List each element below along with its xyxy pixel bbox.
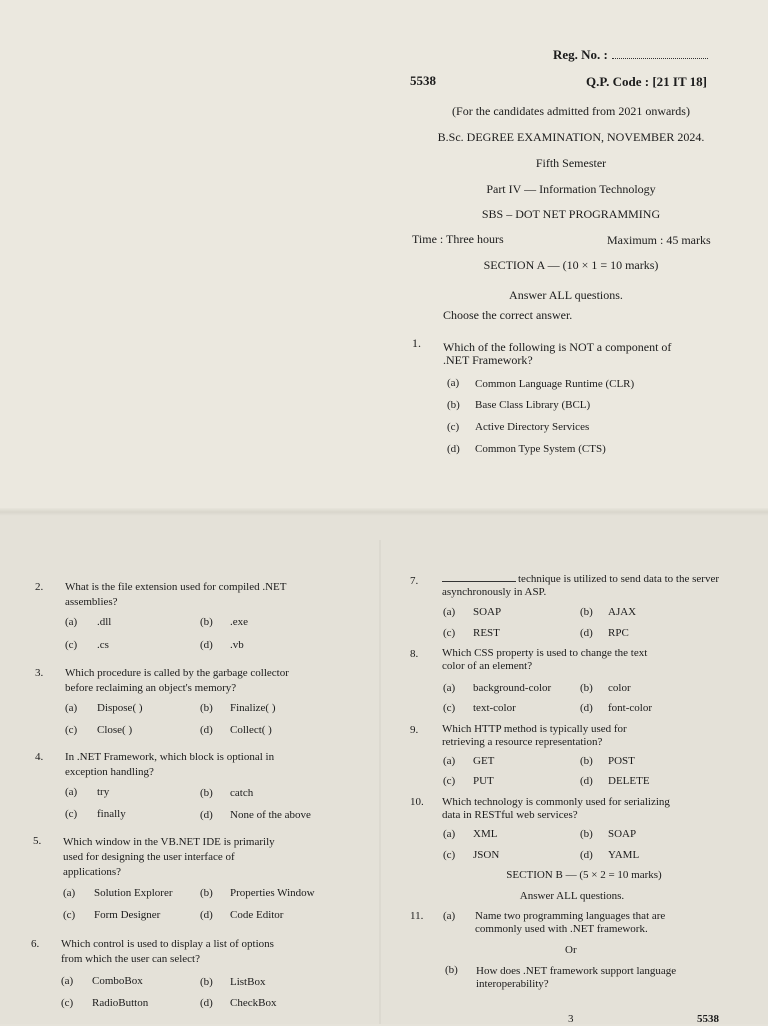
q2-option-d-label: (d) xyxy=(200,639,213,651)
q5-option-a: Solution Explorer xyxy=(94,887,173,899)
q4-option-d: None of the above xyxy=(230,809,311,821)
q3-option-c-label: (c) xyxy=(65,724,78,736)
q2-option-c-label: (c) xyxy=(65,639,78,651)
section-a-instruction: Answer ALL questions. xyxy=(509,288,623,302)
time-allowed: Time : Three hours xyxy=(412,232,504,246)
q7-text-line2: asynchronously in ASP. xyxy=(442,586,547,598)
q8-option-d-label: (d) xyxy=(580,702,593,714)
q1-option-c: Active Directory Services xyxy=(475,421,590,433)
q3-text-line1: Which procedure is called by the garbage collector xyxy=(65,667,289,679)
q5-text-line2: used for designing the user interface of xyxy=(63,851,235,863)
column-fold xyxy=(379,540,381,1024)
q7-option-a: SOAP xyxy=(473,606,502,618)
q10-option-a-label: (a) xyxy=(443,828,456,840)
footer-paper-number: 5538 xyxy=(697,1013,719,1025)
q4-option-a: try xyxy=(97,786,110,798)
q10-option-c: JSON xyxy=(473,849,500,861)
q9-option-a: GET xyxy=(473,755,495,767)
q1-option-b: Base Class Library (BCL) xyxy=(475,399,591,411)
q2-text-line1: What is the file extension used for compiled .NET xyxy=(65,581,287,593)
reg-no-blank xyxy=(612,58,708,59)
q1-option-d-label: (d) xyxy=(447,443,460,455)
q5-option-c: Form Designer xyxy=(94,909,161,921)
q9-option-d: DELETE xyxy=(608,775,650,787)
q3-option-b-label: (b) xyxy=(200,702,213,714)
q8-text-line1: Which CSS property is used to change the text xyxy=(442,647,648,659)
q6-option-a: ComboBox xyxy=(92,975,143,987)
q1-option-d: Common Type System (CTS) xyxy=(475,443,606,455)
q4-text-line2: exception handling? xyxy=(65,766,154,778)
q8-option-c-label: (c) xyxy=(443,702,456,714)
qp-code: Q.P. Code : [21 IT 18] xyxy=(586,74,707,89)
q6-option-c: RadioButton xyxy=(92,997,149,1009)
q1-text-line1: Which of the following is NOT a component of xyxy=(443,340,672,354)
q8-option-b: color xyxy=(608,682,631,694)
q7-number: 7. xyxy=(410,575,419,587)
q2-number: 2. xyxy=(35,581,44,593)
q10-text-line1: Which technology is commonly used for serializing xyxy=(442,796,670,808)
q5-text-line3: applications? xyxy=(63,866,122,878)
q10-option-a: XML xyxy=(473,828,498,840)
exam-name: B.Sc. DEGREE EXAMINATION, NOVEMBER 2024. xyxy=(437,130,705,144)
q10-option-d: YAML xyxy=(608,849,640,861)
q7-option-d: RPC xyxy=(608,627,629,639)
subject: SBS – DOT NET PROGRAMMING xyxy=(481,207,661,221)
q5-option-c-label: (c) xyxy=(63,909,76,921)
semester: Fifth Semester xyxy=(535,156,607,170)
reg-no: Reg. No. : xyxy=(553,48,708,62)
q8-number: 8. xyxy=(410,648,419,660)
q4-text-line1: In .NET Framework, which block is optional in xyxy=(65,751,275,763)
q11-number: 11. xyxy=(410,910,424,922)
q2-option-d: .vb xyxy=(230,639,244,651)
page-number: 3 xyxy=(568,1013,574,1025)
q2-option-b: .exe xyxy=(230,616,249,628)
q8-option-c: text-color xyxy=(473,702,516,714)
section-a-heading: SECTION A — (10 × 1 = 10 marks) xyxy=(483,258,659,272)
q4-option-c-label: (c) xyxy=(65,808,78,820)
section-b-instruction: Answer ALL questions. xyxy=(519,890,625,902)
q10-text-line2: data in RESTful web services? xyxy=(442,809,578,821)
q7-blank xyxy=(442,581,516,582)
q11-b-label: (b) xyxy=(445,964,458,976)
q4-option-a-label: (a) xyxy=(65,786,78,798)
q5-number: 5. xyxy=(33,835,42,847)
q3-option-d-label: (d) xyxy=(200,724,213,736)
q5-option-b-label: (b) xyxy=(200,887,213,899)
q3-option-d: Collect( ) xyxy=(230,724,272,736)
q1-number: 1. xyxy=(412,336,421,350)
q2-option-a-label: (a) xyxy=(65,616,78,628)
q11-a-line1: Name two programming languages that are xyxy=(475,910,666,922)
section-a-choose: Choose the correct answer. xyxy=(443,308,573,322)
q4-option-b: catch xyxy=(230,787,254,799)
q10-option-b-label: (b) xyxy=(580,828,593,840)
q11-a-label: (a) xyxy=(443,910,456,922)
q8-option-a: background-color xyxy=(473,682,552,694)
q10-option-c-label: (c) xyxy=(443,849,456,861)
q1-option-a: Common Language Runtime (CLR) xyxy=(475,378,635,390)
q4-option-c: finally xyxy=(97,808,126,820)
part: Part IV — Information Technology xyxy=(486,182,656,196)
q3-option-b: Finalize( ) xyxy=(230,702,276,714)
q10-number: 10. xyxy=(410,796,424,808)
q3-option-a-label: (a) xyxy=(65,702,78,714)
q1-option-a-label: (a) xyxy=(447,377,460,389)
q4-option-d-label: (d) xyxy=(200,809,213,821)
q8-text-line2: color of an element? xyxy=(442,660,533,672)
q9-option-a-label: (a) xyxy=(443,755,456,767)
q2-option-c: .cs xyxy=(97,639,109,651)
q5-option-b: Properties Window xyxy=(230,887,315,899)
q9-text-line2: retrieving a resource representation? xyxy=(442,736,603,748)
q1-option-c-label: (c) xyxy=(447,421,460,433)
q11-b-line2: interoperability? xyxy=(476,978,549,990)
q8-option-d: font-color xyxy=(608,702,652,714)
candidates-note: (For the candidates admitted from 2021 onwards) xyxy=(452,104,690,118)
page-fold xyxy=(0,508,768,516)
q6-text-line1: Which control is used to display a list of options xyxy=(61,938,274,950)
q9-option-b: POST xyxy=(608,755,635,767)
q7-option-b: AJAX xyxy=(608,606,637,618)
section-b-heading: SECTION B — (5 × 2 = 10 marks) xyxy=(506,869,662,881)
q1-text-line2: .NET Framework? xyxy=(443,353,533,367)
q9-text-line1: Which HTTP method is typically used for xyxy=(442,723,627,735)
q2-option-b-label: (b) xyxy=(200,616,213,628)
q11-or: Or xyxy=(565,944,577,956)
q6-option-d-label: (d) xyxy=(200,997,213,1009)
q7-option-b-label: (b) xyxy=(580,606,593,618)
q9-number: 9. xyxy=(410,724,419,736)
q7-option-a-label: (a) xyxy=(443,606,456,618)
q7-option-c-label: (c) xyxy=(443,627,456,639)
q6-number: 6. xyxy=(31,938,40,950)
q5-option-d-label: (d) xyxy=(200,909,213,921)
q7-option-c: REST xyxy=(473,627,500,639)
q2-option-a: .dll xyxy=(97,616,112,628)
q6-option-d: CheckBox xyxy=(230,997,277,1009)
q6-option-b: ListBox xyxy=(230,976,266,988)
q3-option-c: Close( ) xyxy=(97,724,133,736)
q11-b-line1: How does .NET framework support language xyxy=(476,965,677,977)
q3-number: 3. xyxy=(35,667,44,679)
q4-option-b-label: (b) xyxy=(200,787,213,799)
q9-option-b-label: (b) xyxy=(580,755,593,767)
q6-option-b-label: (b) xyxy=(200,976,213,988)
q7-option-d-label: (d) xyxy=(580,627,593,639)
q5-option-d: Code Editor xyxy=(230,909,284,921)
q8-option-a-label: (a) xyxy=(443,682,456,694)
q9-option-d-label: (d) xyxy=(580,775,593,787)
q3-text-line2: before reclaiming an object's memory? xyxy=(65,682,237,694)
q7-text-line1: technique is utilized to send data to the server xyxy=(442,572,719,586)
q8-option-b-label: (b) xyxy=(580,682,593,694)
q1-option-b-label: (b) xyxy=(447,399,460,411)
q2-text-line2: assemblies? xyxy=(65,596,118,608)
q6-option-a-label: (a) xyxy=(61,975,74,987)
q10-option-b: SOAP xyxy=(608,828,637,840)
q4-number: 4. xyxy=(35,751,44,763)
paper-number: 5538 xyxy=(410,73,436,88)
q9-option-c: PUT xyxy=(473,775,494,787)
q5-option-a-label: (a) xyxy=(63,887,76,899)
maximum-marks: Maximum : 45 marks xyxy=(607,233,711,247)
q6-option-c-label: (c) xyxy=(61,997,74,1009)
q3-option-a: Dispose( ) xyxy=(97,702,143,714)
q6-text-line2: from which the user can select? xyxy=(61,953,200,965)
q10-option-d-label: (d) xyxy=(580,849,593,861)
q11-a-line2: commonly used with .NET framework. xyxy=(475,923,648,935)
q5-text-line1: Which window in the VB.NET IDE is primarily xyxy=(63,836,275,848)
q9-option-c-label: (c) xyxy=(443,775,456,787)
